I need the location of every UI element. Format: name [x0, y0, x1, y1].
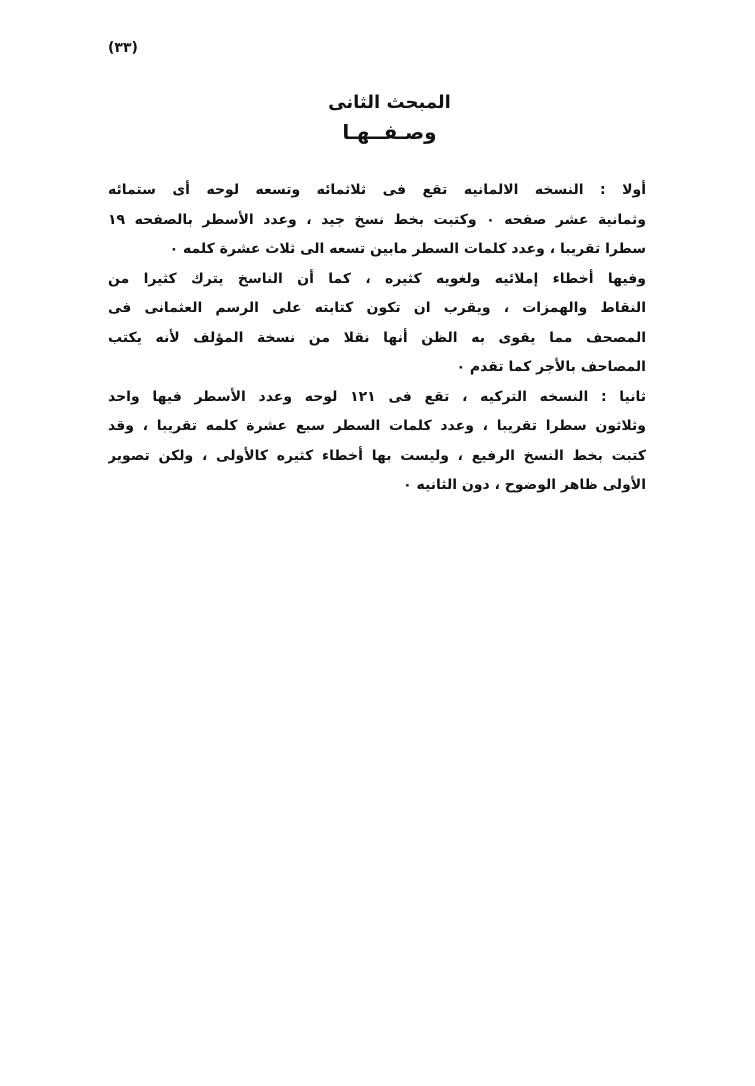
page-number: (٣٣)	[108, 40, 138, 56]
text-line: سطرا تقريبا ، وعدد كلمات السطر مابين تسعه الى ثلاث عشرة كلمه ٠	[169, 241, 646, 257]
text-line: كتبت بخط النسخ الرفيع ، وليست بها أخطاء كثيره كالأولى ، ولكن تصوير	[108, 447, 646, 464]
text-line: المصاحف بالأجر كما تقدم ٠	[456, 359, 646, 375]
section-subheading: وصـفــهـا	[342, 120, 437, 144]
text-line: وثمانية عشر صفحه ٠ وكتبت بخط نسخ جيد ، وعدد الأسطر بالصفحه ١٩	[108, 211, 646, 228]
body-text	[108, 176, 646, 501]
section-heading: المبحث الثانى	[328, 92, 451, 113]
text-line: الأولى ظاهر الوضوح ، دون الثانيه ٠	[403, 477, 646, 493]
text-line: وثلاثون سطرا تقريبا ، وعدد كلمات السطر سبع عشرة كلمه تقريبا ، وقد	[108, 418, 646, 434]
text-line: وفيها أخطاء إملائيه ولغويه كثيره ، كما أن الناسخ يترك كثيرا من	[108, 270, 646, 287]
text-line: ثانيا : النسخه التركيه ، تقع فى ١٢١ لوحه وعدد الأسطر فيها واحد	[108, 388, 646, 405]
text-line: المصحف مما يقوى به الظن أنها نقلا من نسخة المؤلف لأنه يكتب	[108, 329, 646, 346]
text-line: النقاط والهمزات ، ويقرب ان تكون كتابته على الرسم العثمانى فى	[108, 300, 646, 316]
text-line: أولا : النسخه الالمانيه تقع فى ثلاثمائه وتسعه لوحه أى ستمائه	[108, 182, 646, 198]
